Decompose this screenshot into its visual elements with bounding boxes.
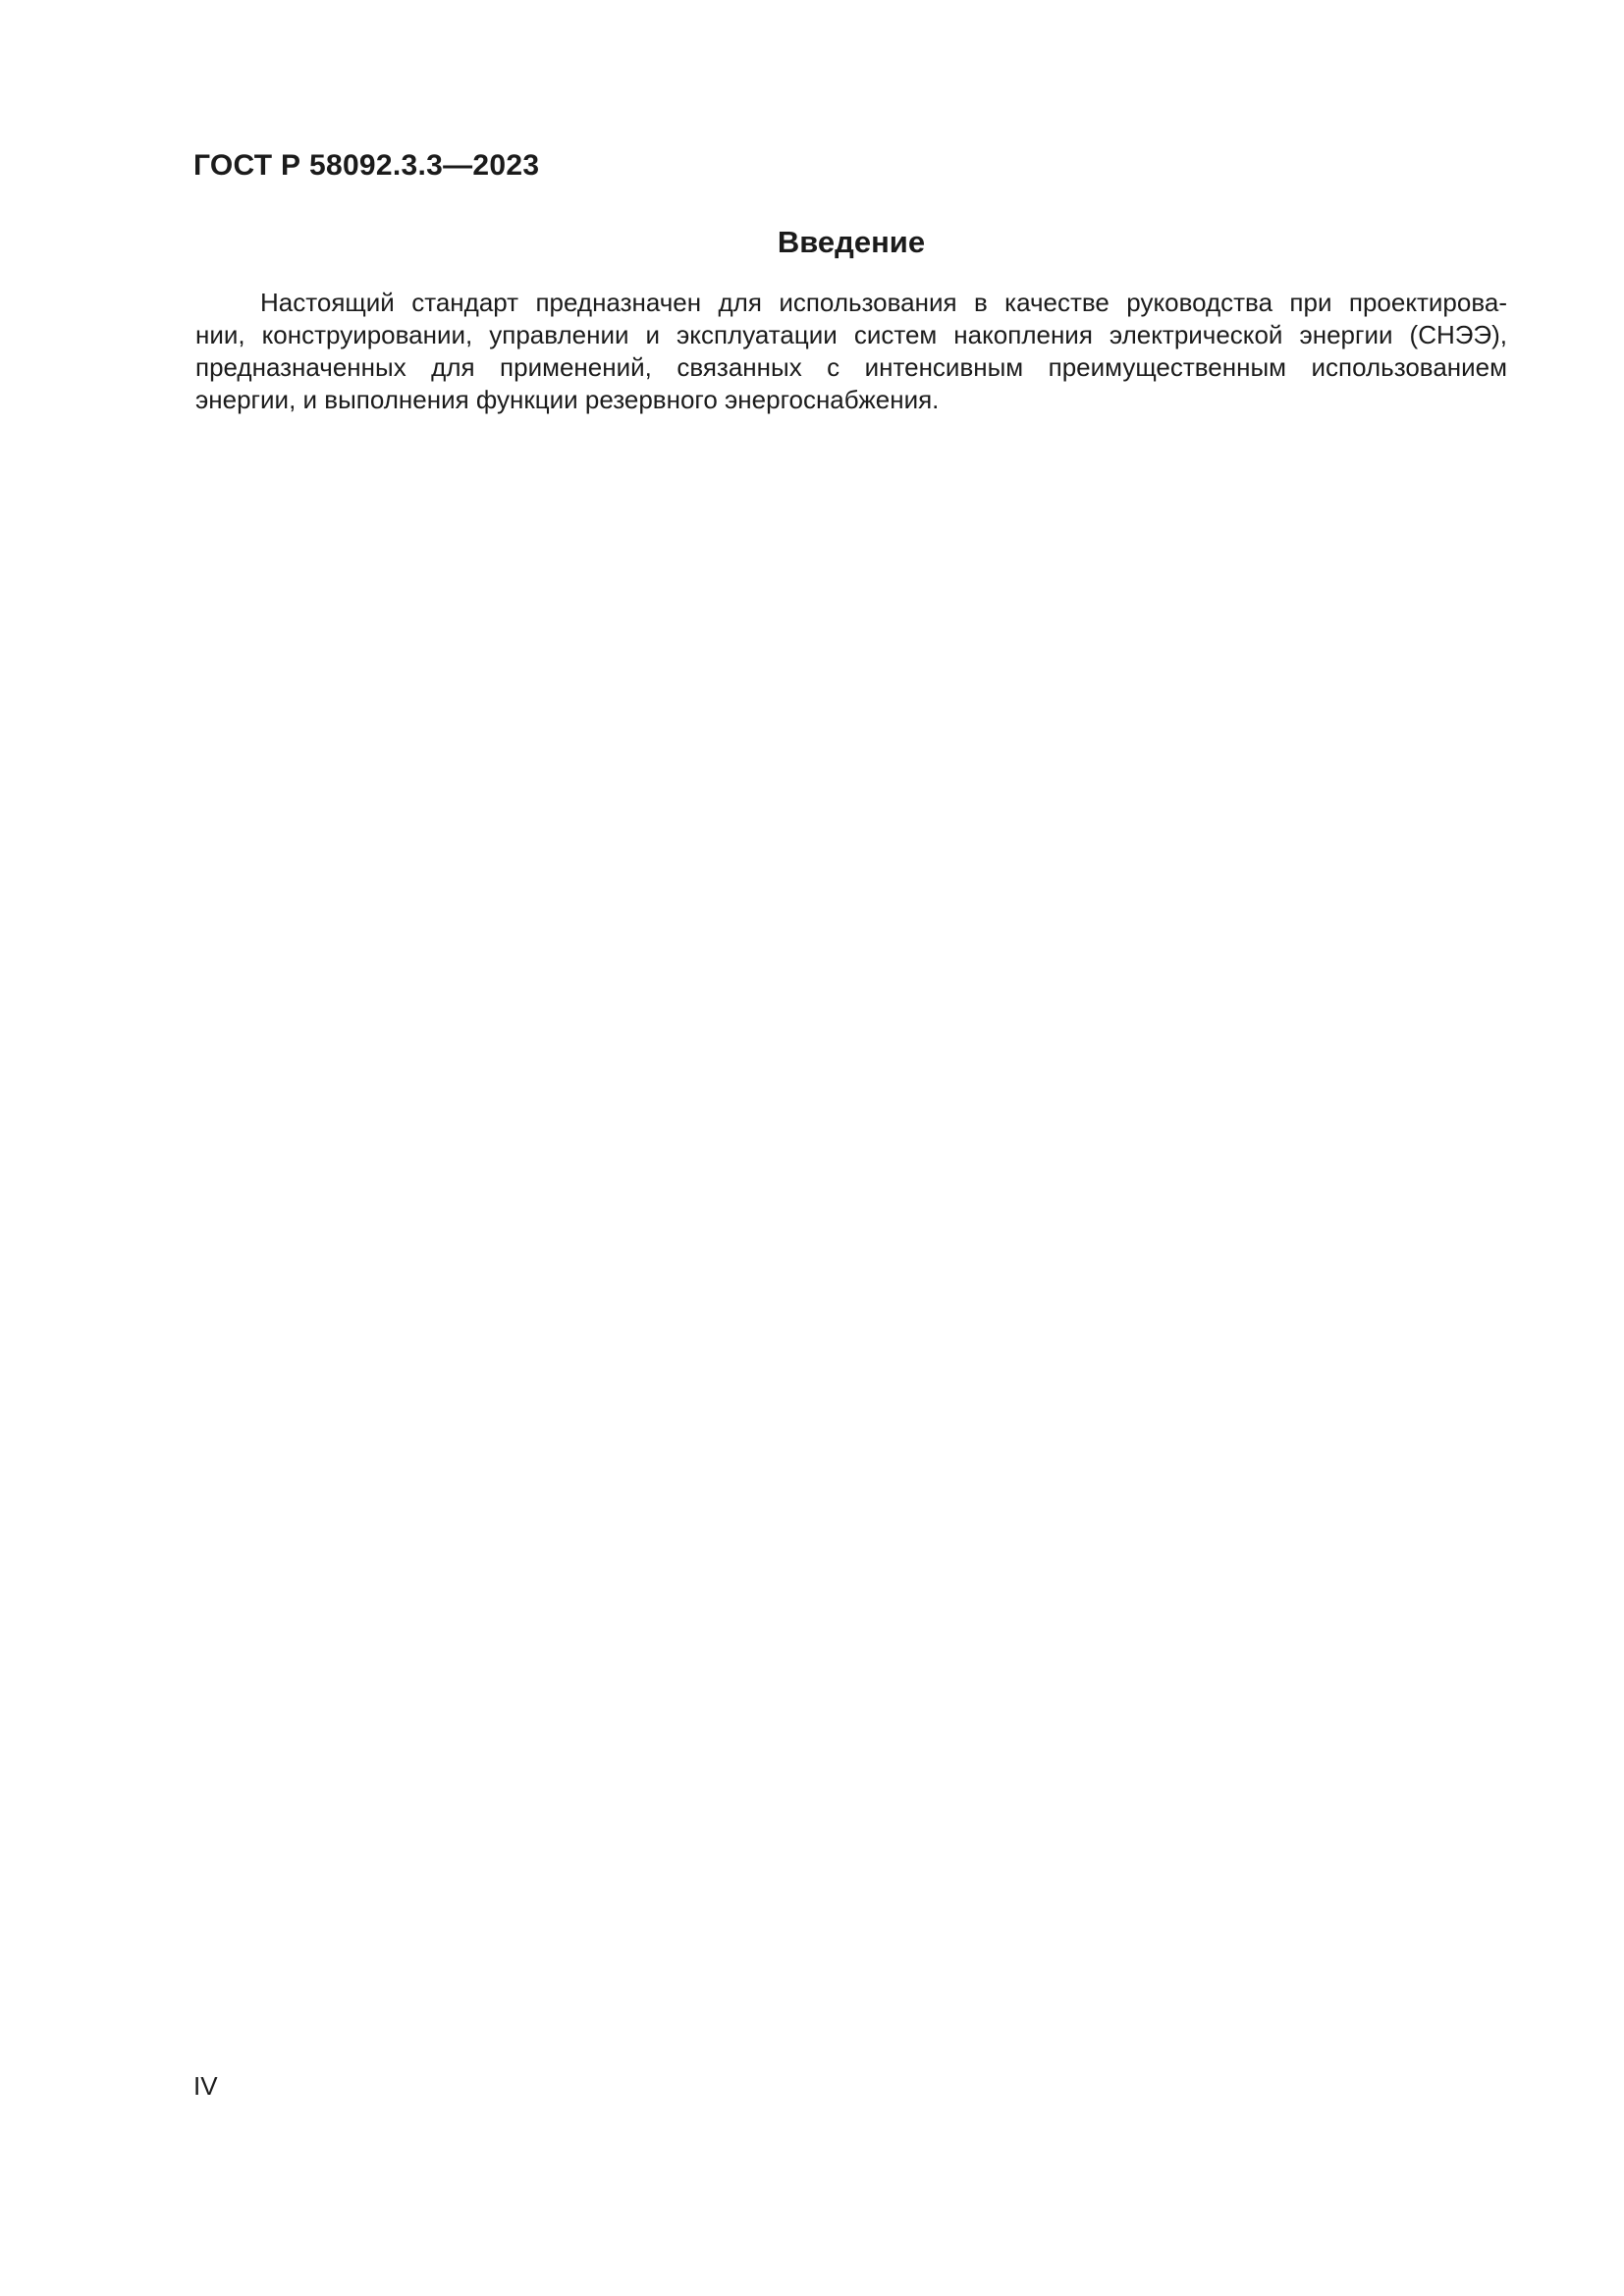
paragraph-line: Настоящий стандарт предназначен для использования в качестве руководства при проектирова- (260, 288, 1507, 317)
section-title: Введение (777, 225, 926, 259)
page-number: IV (193, 2071, 218, 2101)
intro-paragraph (195, 287, 1507, 416)
paragraph-line: нии, конструировании, управлении и эксплуатации систем накопления электрической энергии (СНЭЭ), (195, 320, 1507, 349)
paragraph-line: энергии, и выполнения функции резервного энергоснабжения. (195, 385, 940, 414)
document-designation: ГОСТ Р 58092.3.3—2023 (193, 149, 540, 182)
paragraph-line: предназначенных для применений, связанных с интенсивным преимущественным использованием (195, 352, 1507, 382)
